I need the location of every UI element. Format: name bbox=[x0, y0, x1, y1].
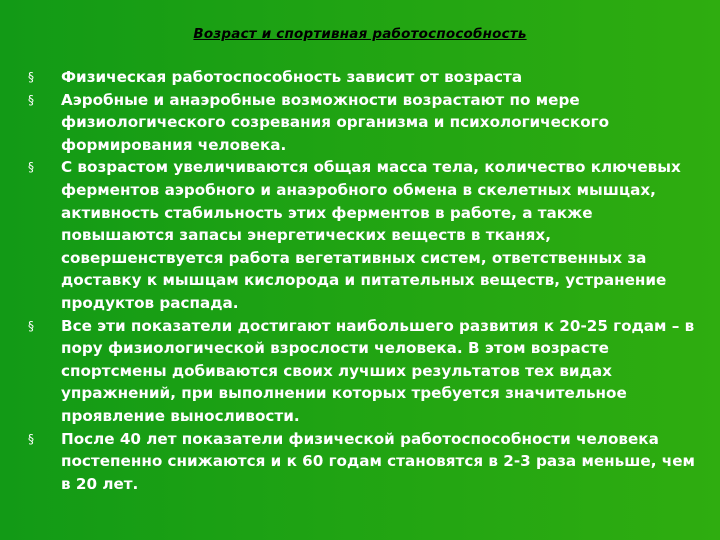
bullet-text: Все эти показатели достигают наибольшего развития к 20-25 годам – в пору физиологической взрослости человека. В этом возрасте спортсмены добиваются своих лучших результатов тех видах упражнений, при выполнении которых требуется значительное проявление выносливости. bbox=[61, 316, 695, 425]
bullet-marker-icon: § bbox=[28, 318, 34, 333]
bullet-item bbox=[28, 156, 700, 314]
bullet-text: Физическая работоспособность зависит от возраста bbox=[61, 68, 523, 86]
bullet-text: Аэробные и анаэробные возможности возрастают по мере физиологического созревания организма и психологического формирования человека. bbox=[61, 90, 610, 154]
slide-title: Возраст и спортивная работоспособность bbox=[193, 26, 527, 42]
bullet-marker-icon: § bbox=[28, 160, 34, 175]
bullet-list bbox=[28, 66, 700, 495]
bullet-text: После 40 лет показатели физической работоспособности человека постепенно снижаются и к 60 годам становятся в 2-3 раза меньше, чем в 20 лет. bbox=[61, 429, 695, 493]
bullet-text: С возрастом увеличиваются общая масса тела, количество ключевых ферментов аэробного и анаэробного обмена в скелетных мышцах, активность стабильность этих ферментов в работе, а также повышаются запасы энергетических веществ в тканях, совершенствуется работа вегетативных систем, ответственных за доставку к мышцам кислорода и питательных веществ, устранение продуктов распада. bbox=[61, 158, 681, 312]
bullet-item bbox=[28, 315, 700, 428]
bullet-item bbox=[28, 89, 700, 157]
bullet-marker-icon: § bbox=[28, 92, 34, 107]
bullet-marker-icon: § bbox=[28, 70, 34, 84]
bullet-item bbox=[28, 428, 700, 496]
bullet-marker-icon: § bbox=[28, 431, 34, 446]
bullet-item bbox=[28, 66, 700, 89]
